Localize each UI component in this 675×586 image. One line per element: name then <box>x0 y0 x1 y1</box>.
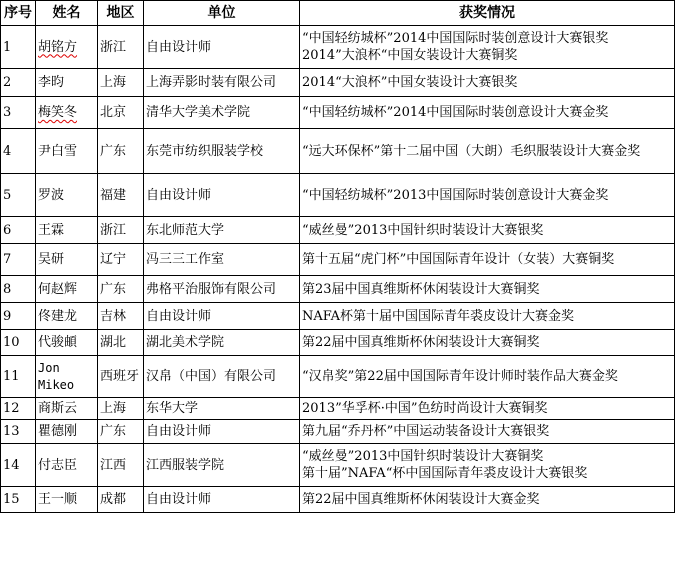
row-awards <box>300 444 675 487</box>
row-unit: 清华大学美术学院 <box>144 97 300 129</box>
row-awards <box>300 244 675 276</box>
row-unit: 自由设计师 <box>144 26 300 69</box>
row-name: 王霖 <box>36 217 98 244</box>
row-region: 吉林 <box>98 303 144 330</box>
row-unit: 汉帛（中国）有限公司 <box>144 356 300 398</box>
row-unit: 自由设计师 <box>144 174 300 217</box>
row-index: 9 <box>1 303 36 330</box>
row-awards <box>300 26 675 69</box>
row-awards <box>300 420 675 444</box>
row-index: 13 <box>1 420 36 444</box>
row-region: 广东 <box>98 129 144 174</box>
row-index: 4 <box>1 129 36 174</box>
row-awards <box>300 276 675 303</box>
row-name: 梅笑冬 <box>36 97 98 129</box>
row-index: 5 <box>1 174 36 217</box>
row-region: 浙江 <box>98 217 144 244</box>
award-line: 第22届中国真维斯杯休闲装设计大赛金奖 <box>302 492 540 507</box>
row-index: 6 <box>1 217 36 244</box>
row-unit: 自由设计师 <box>144 420 300 444</box>
header-unit: 单位 <box>144 1 300 26</box>
award-line: 第九届“乔丹杯”中国运动装备设计大赛银奖 <box>302 424 550 439</box>
row-name: 瞿德刚 <box>36 420 98 444</box>
table-row <box>1 244 675 276</box>
table-row <box>1 26 675 69</box>
table-row <box>1 174 675 217</box>
table-row <box>1 217 675 244</box>
row-name: Jon Mikeo <box>36 356 98 398</box>
award-line: “中国轻纺城杯”2014中国国际时装创意设计大赛金奖 <box>302 105 609 120</box>
award-line: “威丝曼”2013中国针织时装设计大赛银奖 <box>302 222 544 238</box>
row-unit: 江西服装学院 <box>144 444 300 487</box>
row-unit: 上海弄影时装有限公司 <box>144 69 300 97</box>
header-row <box>1 1 675 26</box>
table-row <box>1 276 675 303</box>
table-row <box>1 444 675 487</box>
table-row <box>1 330 675 356</box>
row-index: 2 <box>1 69 36 97</box>
row-awards <box>300 69 675 97</box>
row-awards <box>300 487 675 513</box>
table-row <box>1 487 675 513</box>
award-line: “远大环保杯”第十二届中国（大朗）毛织服装设计大赛金奖 <box>302 143 641 159</box>
row-name: 何赵辉 <box>36 276 98 303</box>
row-region: 上海 <box>98 398 144 420</box>
row-region: 浙江 <box>98 26 144 69</box>
row-index: 12 <box>1 398 36 420</box>
row-unit: 弗格平治服饰有限公司 <box>144 276 300 303</box>
award-line: 2014”大浪杯“中国女装设计大赛铜奖 <box>302 48 518 63</box>
row-awards <box>300 303 675 330</box>
award-line: “威丝曼”2013中国针织时装设计大赛铜奖 <box>302 449 544 464</box>
row-name: 吴研 <box>36 244 98 276</box>
row-awards <box>300 97 675 129</box>
row-name: 罗波 <box>36 174 98 217</box>
header-name: 姓名 <box>36 1 98 26</box>
row-awards <box>300 129 675 174</box>
award-line: NAFA杯第十届中国国际青年裘皮设计大赛金奖 <box>302 308 575 324</box>
row-index: 7 <box>1 244 36 276</box>
row-name: 胡铭方 <box>36 26 98 69</box>
award-line: 第十五届“虎门杯”中国国际青年设计（女装）大赛铜奖 <box>302 252 615 267</box>
row-unit: 冯三三工作室 <box>144 244 300 276</box>
row-unit: 湖北美术学院 <box>144 330 300 356</box>
header-index: 序号 <box>1 1 36 26</box>
award-line: 2013”华孚杯·中国”色纺时尚设计大赛铜奖 <box>302 401 548 416</box>
table-body <box>1 26 675 513</box>
award-line: 第23届中国真维斯杯休闲装设计大赛铜奖 <box>302 281 540 297</box>
row-index: 15 <box>1 487 36 513</box>
row-index: 14 <box>1 444 36 487</box>
award-line: “中国轻纺城杯”2014中国国际时装创意设计大赛银奖 <box>302 31 609 46</box>
row-unit: 东北师范大学 <box>144 217 300 244</box>
table-row <box>1 303 675 330</box>
row-name: 付志臣 <box>36 444 98 487</box>
row-region: 广东 <box>98 276 144 303</box>
award-line: 第22届中国真维斯杯休闲装设计大赛铜奖 <box>302 335 540 350</box>
row-name: 商斯云 <box>36 398 98 420</box>
row-region: 湖北 <box>98 330 144 356</box>
header-region: 地区 <box>98 1 144 26</box>
row-unit: 东莞市纺织服装学校 <box>144 129 300 174</box>
row-region: 上海 <box>98 69 144 97</box>
row-unit: 自由设计师 <box>144 487 300 513</box>
row-index: 8 <box>1 276 36 303</box>
header-awards: 获奖情况 <box>300 1 675 26</box>
table-row <box>1 356 675 398</box>
row-region: 广东 <box>98 420 144 444</box>
row-unit: 东华大学 <box>144 398 300 420</box>
row-awards <box>300 330 675 356</box>
table-row <box>1 97 675 129</box>
award-line: “汉帛奖”第22届中国国际青年设计师时装作品大赛金奖 <box>302 369 618 384</box>
row-region: 江西 <box>98 444 144 487</box>
row-name: 尹白雪 <box>36 129 98 174</box>
row-name: 代骏頔 <box>36 330 98 356</box>
row-index: 3 <box>1 97 36 129</box>
row-unit: 自由设计师 <box>144 303 300 330</box>
row-region: 成都 <box>98 487 144 513</box>
row-region: 福建 <box>98 174 144 217</box>
row-index: 11 <box>1 356 36 398</box>
row-awards <box>300 217 675 244</box>
row-region: 北京 <box>98 97 144 129</box>
table-row <box>1 69 675 97</box>
row-awards <box>300 398 675 420</box>
row-index: 1 <box>1 26 36 69</box>
award-line: 第十届”NAFA“杯中国国际青年裘皮设计大赛银奖 <box>302 466 588 481</box>
table-row <box>1 420 675 444</box>
table-row <box>1 398 675 420</box>
award-line: “中国轻纺城杯”2013中国国际时装创意设计大赛金奖 <box>302 187 609 203</box>
row-region: 西班牙 <box>98 356 144 398</box>
table-row <box>1 129 675 174</box>
row-awards <box>300 356 675 398</box>
row-name: 王一顺 <box>36 487 98 513</box>
row-awards <box>300 174 675 217</box>
row-name: 李昀 <box>36 69 98 97</box>
row-region: 辽宁 <box>98 244 144 276</box>
row-name: 佟建龙 <box>36 303 98 330</box>
award-line: 2014“大浪杯”中国女装设计大赛银奖 <box>302 75 518 90</box>
row-index: 10 <box>1 330 36 356</box>
